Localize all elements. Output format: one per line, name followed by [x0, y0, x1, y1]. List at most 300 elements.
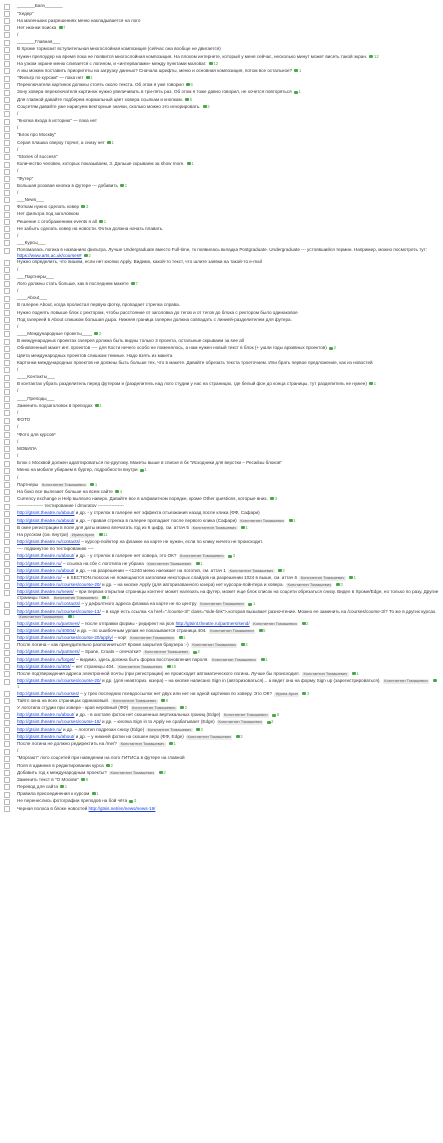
task-row[interactable] — [4, 690, 439, 697]
task-row[interactable] — [4, 628, 439, 635]
comment-count[interactable] — [294, 89, 301, 94]
task-checkbox[interactable] — [4, 274, 10, 280]
task-link[interactable]: http://gtsint.theatre.ru/courses/course-13/ — [17, 608, 101, 614]
comment-count[interactable] — [86, 75, 93, 80]
task-checkbox[interactable] — [4, 396, 10, 402]
task-row[interactable] — [4, 474, 439, 481]
comment-count[interactable] — [196, 727, 203, 732]
task-checkbox[interactable] — [4, 339, 10, 345]
task-checkbox[interactable] — [4, 643, 10, 649]
task-row[interactable] — [4, 211, 439, 218]
task-row[interactable] — [4, 139, 439, 146]
task-checkbox[interactable] — [4, 590, 10, 596]
comment-count[interactable] — [294, 68, 301, 73]
task-checkbox[interactable] — [4, 296, 10, 302]
task-row[interactable] — [4, 748, 439, 755]
task-checkbox[interactable] — [4, 183, 10, 189]
task-row[interactable] — [4, 161, 439, 168]
task-row[interactable] — [4, 453, 439, 460]
comment-count[interactable] — [59, 25, 66, 30]
task-row[interactable] — [4, 395, 439, 402]
task-checkbox[interactable] — [4, 303, 10, 309]
task-checkbox[interactable] — [4, 410, 10, 416]
task-checkbox[interactable] — [4, 169, 10, 175]
task-checkbox[interactable] — [4, 770, 10, 776]
task-checkbox[interactable] — [4, 219, 10, 225]
task-checkbox[interactable] — [4, 11, 10, 17]
task-checkbox[interactable] — [4, 281, 10, 287]
task-checkbox[interactable] — [4, 425, 10, 431]
task-checkbox[interactable] — [4, 475, 10, 481]
task-row[interactable] — [4, 733, 439, 740]
comment-count[interactable] — [329, 345, 336, 350]
task-row[interactable] — [4, 769, 439, 776]
task-link[interactable]: http://gtsint.theatre.ru/about/ — [17, 517, 75, 523]
task-row[interactable] — [4, 776, 439, 783]
task-row[interactable] — [4, 524, 439, 531]
task-row[interactable] — [4, 553, 439, 560]
task-checkbox[interactable] — [4, 602, 10, 608]
task-link[interactable]: http://gtsint.theatre.ru/ — [17, 726, 62, 732]
task-row[interactable] — [4, 424, 439, 431]
comment-count[interactable] — [94, 331, 101, 336]
task-row[interactable] — [4, 678, 439, 691]
task-checkbox[interactable] — [4, 446, 10, 452]
task-row[interactable] — [4, 247, 439, 259]
task-checkbox[interactable] — [4, 382, 10, 388]
task-checkbox[interactable] — [4, 784, 10, 790]
task-row[interactable] — [4, 324, 439, 331]
comment-count[interactable] — [95, 403, 102, 408]
task-row[interactable] — [4, 125, 439, 132]
task-checkbox[interactable] — [4, 212, 10, 218]
task-checkbox[interactable] — [4, 126, 10, 132]
task-checkbox[interactable] — [4, 104, 10, 110]
task-checkbox[interactable] — [4, 76, 10, 82]
task-link[interactable]: http://gtsint.theatre.ru/courses/course-18/ — [17, 719, 101, 725]
comment-count[interactable] — [185, 97, 192, 102]
task-checkbox[interactable] — [4, 176, 10, 182]
comment-count[interactable] — [131, 281, 138, 286]
task-checkbox[interactable] — [4, 32, 10, 38]
task-link[interactable]: http://gtsint.theatre.ru/partners/send/ — [175, 620, 250, 626]
task-row[interactable] — [4, 146, 439, 153]
task-checkbox[interactable] — [4, 4, 10, 10]
task-row[interactable] — [4, 445, 439, 452]
task-link[interactable]: http://gtsis.net/en/news/news-19/ — [88, 805, 156, 811]
task-link[interactable]: http://gtsint.theatre.ru/about/ — [17, 553, 75, 559]
task-checkbox[interactable] — [4, 518, 10, 524]
comment-count[interactable] — [140, 467, 147, 472]
task-row[interactable] — [4, 281, 439, 288]
task-checkbox[interactable] — [4, 561, 10, 567]
task-row[interactable] — [4, 719, 439, 726]
task-row[interactable] — [4, 82, 439, 89]
comment-count[interactable] — [159, 770, 166, 775]
comment-count[interactable] — [186, 82, 193, 87]
task-checkbox[interactable] — [4, 260, 10, 266]
task-link[interactable]: http://gtsint.theatre.ru/contacts/ — [17, 539, 81, 545]
task-checkbox[interactable] — [4, 635, 10, 641]
comment-count[interactable] — [259, 628, 266, 633]
comment-count[interactable] — [90, 482, 97, 487]
task-checkbox[interactable] — [4, 205, 10, 211]
task-row[interactable] — [4, 431, 439, 438]
task-link[interactable]: http://gtsint.theatre.ru/40004/ — [17, 627, 76, 633]
task-checkbox[interactable] — [4, 756, 10, 762]
task-checkbox[interactable] — [4, 777, 10, 783]
task-row[interactable] — [4, 388, 439, 395]
task-checkbox[interactable] — [4, 806, 10, 812]
task-row[interactable] — [4, 671, 439, 678]
task-row[interactable] — [4, 546, 439, 553]
task-checkbox[interactable] — [4, 504, 10, 510]
task-row[interactable] — [4, 488, 439, 495]
task-row[interactable] — [4, 698, 439, 705]
task-checkbox[interactable] — [4, 664, 10, 670]
task-link[interactable]: http://gtsint.theatre.ru/about/ — [17, 567, 75, 573]
task-checkbox[interactable] — [4, 727, 10, 733]
task-row[interactable] — [4, 189, 439, 196]
task-checkbox[interactable] — [4, 511, 10, 517]
task-link[interactable]: http://gtsint.theatre.ru/partners/ — [17, 620, 80, 626]
task-checkbox[interactable] — [4, 331, 10, 337]
task-checkbox[interactable] — [4, 489, 10, 495]
task-checkbox[interactable] — [4, 609, 10, 615]
task-checkbox[interactable] — [4, 575, 10, 581]
task-checkbox[interactable] — [4, 375, 10, 381]
task-row[interactable] — [4, 741, 439, 748]
task-row[interactable] — [4, 481, 439, 488]
task-checkbox[interactable] — [4, 154, 10, 160]
task-checkbox[interactable] — [4, 97, 10, 103]
comment-count[interactable] — [289, 518, 296, 523]
task-checkbox[interactable] — [4, 657, 10, 663]
task-checkbox[interactable] — [4, 763, 10, 769]
task-row[interactable] — [4, 656, 439, 663]
task-row[interactable] — [4, 233, 439, 240]
task-checkbox[interactable] — [4, 583, 10, 589]
task-checkbox[interactable] — [4, 749, 10, 755]
task-link[interactable]: http://gtsint.theatre.ru/about/ — [17, 510, 75, 516]
task-row[interactable] — [4, 381, 439, 388]
comment-count[interactable] — [193, 649, 200, 654]
task-checkbox[interactable] — [4, 679, 10, 685]
task-row[interactable] — [4, 295, 439, 302]
task-checkbox[interactable] — [4, 403, 10, 409]
task-row[interactable] — [4, 288, 439, 295]
task-checkbox[interactable] — [4, 162, 10, 168]
comment-count[interactable] — [179, 635, 186, 640]
task-checkbox[interactable] — [4, 346, 10, 352]
task-row[interactable] — [4, 68, 439, 75]
comment-count[interactable] — [241, 642, 248, 647]
task-checkbox[interactable] — [4, 83, 10, 89]
task-row[interactable] — [4, 726, 439, 733]
task-link[interactable]: http://gtsint.theatre.ru/about/ — [17, 712, 75, 718]
task-checkbox[interactable] — [4, 525, 10, 531]
task-checkbox[interactable] — [4, 233, 10, 239]
comment-count[interactable] — [369, 54, 378, 59]
task-row[interactable] — [4, 309, 439, 316]
task-row[interactable] — [4, 705, 439, 712]
task-checkbox[interactable] — [4, 439, 10, 445]
comment-count[interactable] — [92, 791, 99, 796]
comment-count[interactable] — [270, 496, 277, 501]
task-checkbox[interactable] — [4, 25, 10, 31]
task-row[interactable] — [4, 10, 439, 17]
task-checkbox[interactable] — [4, 40, 10, 46]
task-row[interactable] — [4, 32, 439, 39]
task-checkbox[interactable] — [4, 734, 10, 740]
task-row[interactable] — [4, 89, 439, 96]
task-link[interactable]: http://gtsint.theatre.ru/forget/ — [17, 656, 75, 662]
task-checkbox[interactable] — [4, 240, 10, 246]
task-row[interactable] — [4, 204, 439, 211]
task-row[interactable] — [4, 663, 439, 670]
comment-count[interactable] — [248, 601, 255, 606]
comment-count[interactable] — [106, 763, 113, 768]
comment-count[interactable] — [261, 657, 268, 662]
task-row[interactable] — [4, 240, 439, 247]
comment-count[interactable] — [120, 183, 127, 188]
task-row[interactable] — [4, 273, 439, 280]
comment-count[interactable] — [196, 561, 203, 566]
task-checkbox[interactable] — [4, 741, 10, 747]
task-row[interactable] — [4, 539, 439, 546]
comment-count[interactable] — [241, 525, 248, 530]
task-checkbox[interactable] — [4, 248, 10, 254]
task-row[interactable] — [4, 496, 439, 503]
task-row[interactable] — [4, 154, 439, 161]
task-checkbox[interactable] — [4, 147, 10, 153]
comment-count[interactable] — [236, 734, 243, 739]
task-checkbox[interactable] — [4, 691, 10, 697]
task-row[interactable] — [4, 755, 439, 762]
comment-count[interactable] — [129, 798, 136, 803]
task-link[interactable]: http://gtsint.theatre.ru/courses/course-20/apply/ — [17, 635, 114, 641]
task-row[interactable] — [4, 111, 439, 118]
task-row[interactable] — [4, 175, 439, 182]
task-row[interactable] — [4, 39, 439, 46]
task-checkbox[interactable] — [4, 432, 10, 438]
task-row[interactable] — [4, 649, 439, 656]
task-row[interactable] — [4, 53, 439, 60]
task-link[interactable]: http://gtsint.theatre.ru/ — [17, 560, 62, 566]
task-link[interactable]: http://gtsint.theatre.ru/about/ — [17, 733, 75, 739]
comment-count[interactable] — [81, 777, 88, 782]
task-row[interactable] — [4, 791, 439, 798]
task-row[interactable] — [4, 60, 439, 67]
task-checkbox[interactable] — [4, 90, 10, 96]
task-row[interactable] — [4, 316, 439, 323]
task-checkbox[interactable] — [4, 482, 10, 488]
task-checkbox[interactable] — [4, 713, 10, 719]
comment-count[interactable] — [302, 621, 309, 626]
comment-count[interactable] — [102, 595, 109, 600]
comment-count[interactable] — [180, 705, 187, 710]
task-checkbox[interactable] — [4, 621, 10, 627]
comment-count[interactable] — [336, 582, 343, 587]
task-checkbox[interactable] — [4, 367, 10, 373]
task-row[interactable] — [4, 331, 439, 338]
task-checkbox[interactable] — [4, 698, 10, 704]
task-row[interactable] — [4, 182, 439, 189]
task-checkbox[interactable] — [4, 267, 10, 273]
task-checkbox[interactable] — [4, 133, 10, 139]
task-checkbox[interactable] — [4, 554, 10, 560]
task-checkbox[interactable] — [4, 799, 10, 805]
task-checkbox[interactable] — [4, 310, 10, 316]
task-row[interactable] — [4, 3, 439, 10]
task-row[interactable] — [4, 225, 439, 232]
task-link[interactable]: http://gtsint.theatre.ru/courses/ — [17, 690, 80, 696]
task-link[interactable]: http://gtsint.theatre.ru/partners/ — [17, 649, 80, 655]
task-row[interactable] — [4, 25, 439, 32]
comment-count[interactable] — [99, 532, 108, 537]
comment-count[interactable] — [169, 741, 176, 746]
comment-count[interactable] — [228, 553, 235, 558]
comment-count[interactable] — [369, 381, 376, 386]
comment-count[interactable] — [267, 719, 274, 724]
comment-count[interactable] — [68, 614, 75, 619]
task-row[interactable] — [4, 132, 439, 139]
comment-count[interactable] — [209, 61, 218, 66]
task-row[interactable] — [4, 352, 439, 359]
task-row[interactable] — [4, 46, 439, 53]
task-row[interactable] — [4, 560, 439, 567]
task-row[interactable] — [4, 620, 439, 627]
task-row[interactable] — [4, 517, 439, 524]
task-link[interactable]: http://gtsint.theatre.ru/404/ — [17, 663, 71, 669]
comment-count[interactable] — [278, 568, 285, 573]
task-checkbox[interactable] — [4, 317, 10, 323]
task-checkbox[interactable] — [4, 324, 10, 330]
comment-count[interactable] — [99, 219, 106, 224]
task-checkbox[interactable] — [4, 61, 10, 67]
task-row[interactable] — [4, 532, 439, 539]
task-link[interactable]: http://gtsint.theatre.ru/contacts/ — [17, 601, 81, 607]
comment-count[interactable] — [302, 691, 309, 696]
task-row[interactable] — [4, 259, 439, 266]
comment-count[interactable] — [352, 671, 359, 676]
task-row[interactable] — [4, 345, 439, 352]
task-checkbox[interactable] — [4, 453, 10, 459]
task-row[interactable] — [4, 467, 439, 474]
task-row[interactable] — [4, 567, 439, 574]
task-row[interactable] — [4, 266, 439, 273]
task-checkbox[interactable] — [4, 568, 10, 574]
task-link[interactable]: http://gtsint.theatre.ru/courses/course-20/ — [17, 582, 101, 588]
task-checkbox[interactable] — [4, 119, 10, 125]
task-row[interactable] — [4, 712, 439, 719]
task-checkbox[interactable] — [4, 197, 10, 203]
task-checkbox[interactable] — [4, 68, 10, 74]
task-row[interactable] — [4, 784, 439, 791]
comment-count[interactable] — [84, 253, 91, 258]
comment-count[interactable] — [203, 104, 210, 109]
task-row[interactable] — [4, 805, 439, 812]
task-checkbox[interactable] — [4, 792, 10, 798]
task-checkbox[interactable] — [4, 111, 10, 117]
task-link[interactable]: https://www.arts.ac.uk/courses# — [17, 252, 82, 258]
comment-count[interactable] — [115, 489, 122, 494]
comment-count[interactable] — [60, 784, 67, 789]
task-row[interactable] — [4, 642, 439, 649]
task-checkbox[interactable] — [4, 360, 10, 366]
task-checkbox[interactable] — [4, 418, 10, 424]
task-checkbox[interactable] — [4, 18, 10, 24]
comment-count[interactable] — [349, 575, 356, 580]
task-checkbox[interactable] — [4, 54, 10, 60]
task-row[interactable] — [4, 367, 439, 374]
task-row[interactable] — [4, 582, 439, 589]
task-row[interactable] — [4, 510, 439, 517]
task-checkbox[interactable] — [4, 353, 10, 359]
task-row[interactable] — [4, 503, 439, 510]
task-row[interactable] — [4, 118, 439, 125]
task-row[interactable] — [4, 338, 439, 345]
task-row[interactable] — [4, 575, 439, 582]
task-row[interactable] — [4, 218, 439, 225]
task-checkbox[interactable] — [4, 547, 10, 553]
task-row[interactable] — [4, 359, 439, 366]
task-row[interactable] — [4, 374, 439, 381]
comment-count[interactable] — [187, 161, 194, 166]
task-link[interactable]: http://gtsint.theatre.ru/courses/course-20/ — [17, 678, 101, 684]
task-row[interactable] — [4, 168, 439, 175]
task-checkbox[interactable] — [4, 389, 10, 395]
task-checkbox[interactable] — [4, 47, 10, 53]
task-row[interactable] — [4, 438, 439, 445]
task-row[interactable] — [4, 103, 439, 110]
task-checkbox[interactable] — [4, 671, 10, 677]
task-checkbox[interactable] — [4, 628, 10, 634]
task-row[interactable] — [4, 635, 439, 642]
task-link[interactable]: http://gtsint.theatre.ru/news/ — [17, 589, 74, 595]
task-checkbox[interactable] — [4, 288, 10, 294]
task-row[interactable] — [4, 589, 439, 601]
task-row[interactable] — [4, 798, 439, 805]
comment-count[interactable] — [272, 712, 279, 717]
task-checkbox[interactable] — [4, 226, 10, 232]
task-checkbox[interactable] — [4, 190, 10, 196]
task-checkbox[interactable] — [4, 650, 10, 656]
task-row[interactable] — [4, 302, 439, 309]
task-row[interactable] — [4, 197, 439, 204]
task-checkbox[interactable] — [4, 468, 10, 474]
task-row[interactable] — [4, 460, 439, 467]
task-row[interactable] — [4, 410, 439, 417]
task-row[interactable] — [4, 417, 439, 424]
task-row[interactable] — [4, 17, 439, 24]
task-row[interactable] — [4, 762, 439, 769]
task-link[interactable]: http://gtsint.theatre.ru/ — [17, 574, 62, 580]
task-checkbox[interactable] — [4, 461, 10, 467]
task-row[interactable] — [4, 96, 439, 103]
task-row[interactable] — [4, 75, 439, 82]
task-checkbox[interactable] — [4, 532, 10, 538]
comment-count[interactable] — [167, 664, 176, 669]
comment-count[interactable] — [161, 698, 168, 703]
task-checkbox[interactable] — [4, 539, 10, 545]
task-row[interactable] — [4, 608, 439, 620]
comment-count[interactable] — [107, 140, 114, 145]
task-checkbox[interactable] — [4, 496, 10, 502]
task-checkbox[interactable] — [4, 706, 10, 712]
task-checkbox[interactable] — [4, 720, 10, 726]
comment-count[interactable] — [81, 204, 88, 209]
